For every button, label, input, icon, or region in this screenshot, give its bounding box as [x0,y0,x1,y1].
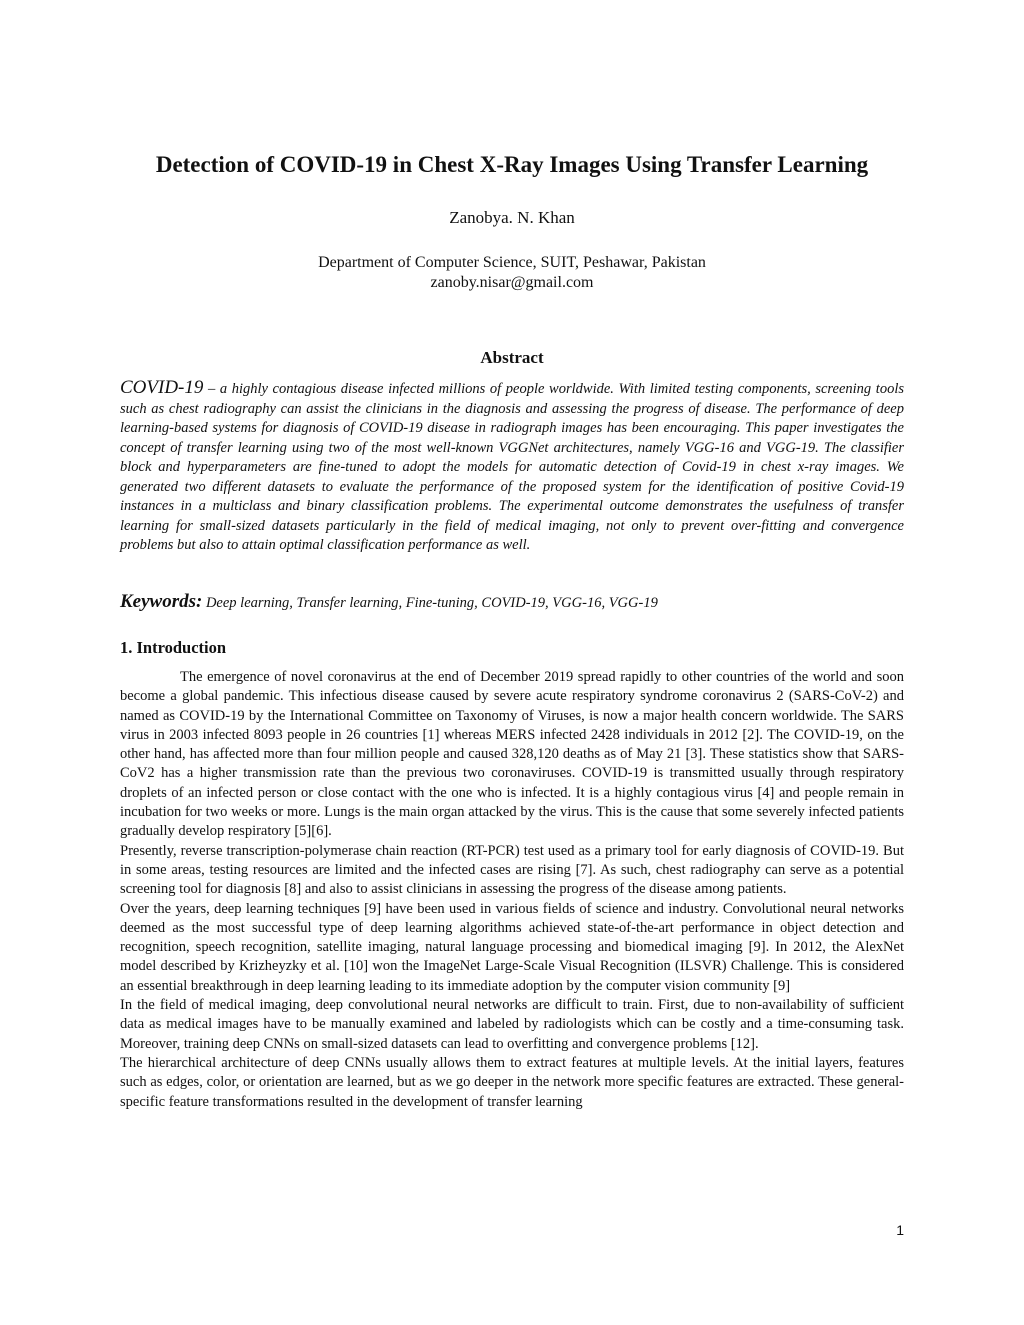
affiliation: Department of Computer Science, SUIT, Peshawar, Pakistan [318,254,706,271]
affiliation-block [0,253,1024,293]
author-name: Zanobya. N. Khan [449,208,575,227]
paragraph: The emergence of novel coronavirus at the end of December 2019 spread rapidly to other countries of the world and soon become a global pandemic. This infectious disease caused by severe acute respiratory syndrome coronavirus 2 (SARS-CoV-2) and named as COVID-19 by the International Committee on Taxonomy of Viruses, is now a major health concern worldwide. The SARS virus in 2003 infected 8093 people in 26 countries [1] whereas MERS infected 2428 individuals in 2012 [2]. The COVID-19, on the other hand, has affected more than four million people and caused 328,120 deaths as of May 21 [3]. These statistics show that SARS-CoV2 has a higher transmission rate than the previous two coronaviruses. COVID-19 is transmitted usually through respiratory droplets of an infected person or close contact with the one who is infected. It is a highly contagious virus [4] and people remain in incubation for two weeks or more. Lungs is the main organ attacked by the virus. This is the cause that some severely infected patients gradually develop respiratory [5][6]. [120,669,904,840]
keywords-label: Keywords: [120,591,203,612]
abstract-heading: Abstract [480,348,544,367]
abstract-text: – a highly contagious disease infected millions of people worldwide. With limited testing components, screening tools such as chest radiography can assist the clinicians in the diagnosis and assessing the progress of disease. The performance of deep learning-based systems for diagnosis of COVID-19 disease in radiograph images has been encouraging. This paper investigates the concept of transfer learning using two of the most well-known VGGNet architectures, namely VGG-16 and VGG-19. The classifier block and hyperparameters are fine-tuned to adopt the models for automatic detection of Covid-19 in chest x-ray images. We generated two different datasets to evaluate the performance of the proposed system for the identification of positive Covid-19 instances in a multiclass and binary classification problems. The experimental outcome demonstrates the usefulness of transfer learning for small-sized datasets particularly in the field of medical imaging, not only to prevent over-fitting and convergence problems but also to attain optimal classification performance as well. [120,381,904,553]
abstract-body [120,378,904,556]
paragraph: Presently, reverse transcription-polymerase chain reaction (RT-PCR) test used as a primary tool for early diagnosis of COVID-19. But in some areas, testing resources are limited and the infected cases are rising [7]. As such, chest radiography can serve as a potential screening tool for diagnosis [8] and also to assist clinicians in assessing the progress of the disease among patients. [120,842,904,898]
paragraph: The hierarchical architecture of deep CNNs usually allows them to extract features at multiple levels. At the initial layers, features such as edges, color, or orientation are learned, but as we go deeper in the network more specific features are extracted. These general-specific feature transformations resulted in the development of transfer learning [120,1054,904,1110]
author-email: zanoby.nisar@gmail.com [430,274,594,291]
section-heading-introduction: 1. Introduction [120,638,227,657]
paragraph: Over the years, deep learning techniques [9] have been used in various fields of science and industry. Convolutional neural networks deemed as the most successful type of deep learning algorithms achieved state-of-the-art performance in object detection and recognition, speech recognition, satellite imaging, natural language processing and biomedical imaging [9]. In 2012, the AlexNet model described by Krizheyzky et al. [10] won the ImageNet Large-Scale Visual Recognition (ILSVR) Challenge. This is considered an essential breakthrough in deep learning leading to its immediate adoption by the computer vision community [9] [120,900,904,994]
keywords [120,591,904,614]
paper-title: Detection of COVID-19 in Chest X-Ray Images Using Transfer Learning [155,152,869,177]
abstract-lead: COVID-19 [120,377,204,398]
paragraph: In the field of medical imaging, deep convolutional neural networks are difficult to train. First, due to non-availability of sufficient data as medical images have to be manually examined and labeled by radiologists which can be costly and a time-consuming task. Moreover, training deep CNNs on small-sized datasets can lead to overfitting and convergence problems [12]. [120,997,904,1052]
keywords-list: Deep learning, Transfer learning, Fine-tuning, COVID-19, VGG-16, VGG-19 [202,595,658,611]
introduction-body [120,668,904,1112]
page-number: 1 [896,1222,904,1238]
